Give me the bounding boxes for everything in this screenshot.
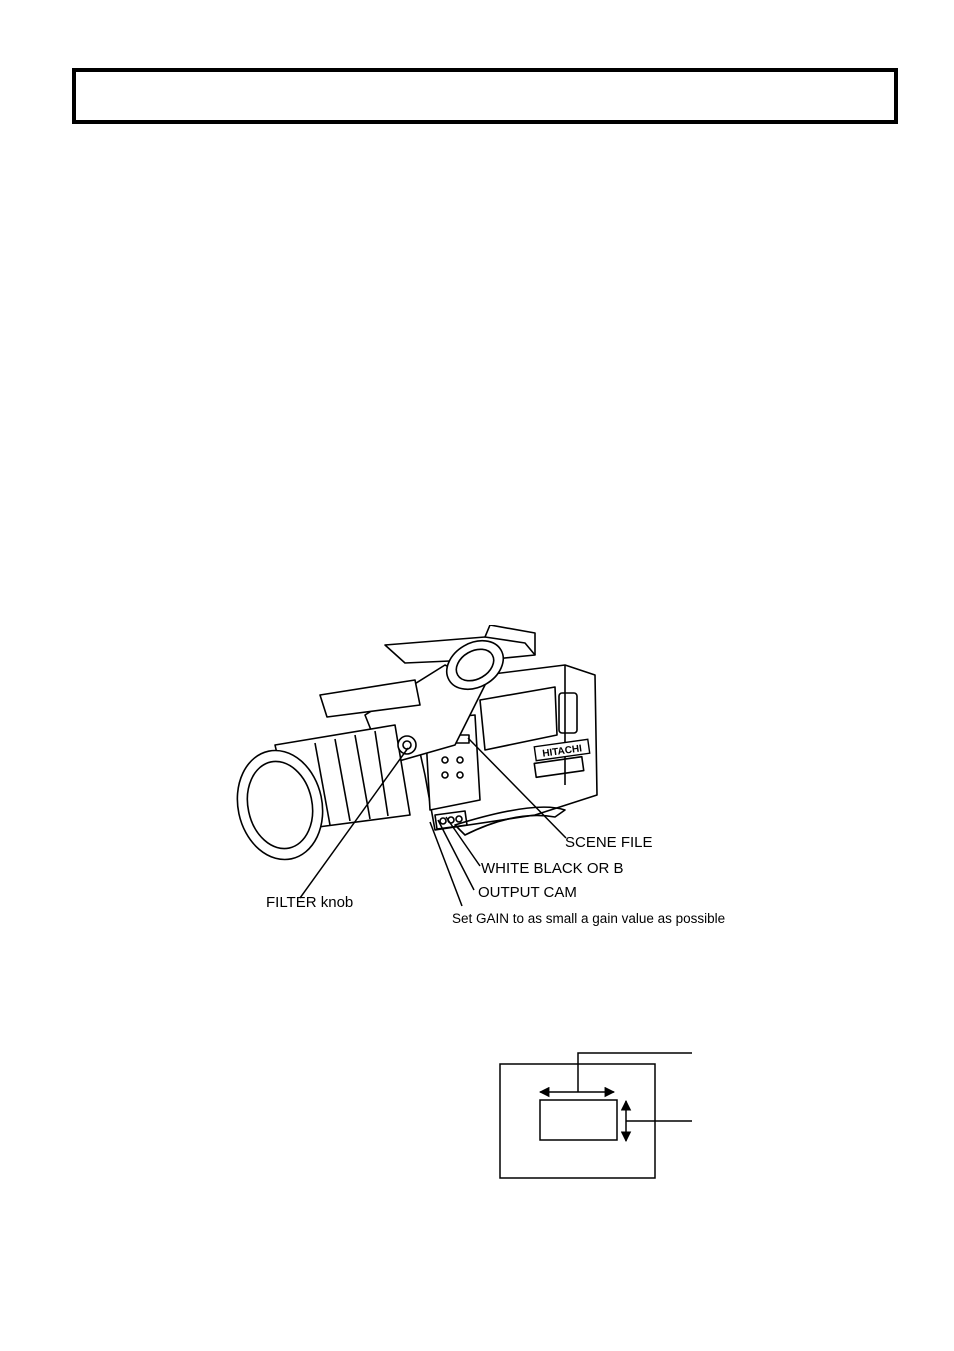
- frame-area-diagram: [490, 1045, 710, 1185]
- gain-note-label: Set GAIN to as small a gain value as possible: [452, 911, 726, 926]
- scene-file-label: SCENE FILE: [565, 834, 653, 851]
- camera-illustration: [235, 625, 615, 865]
- output-cam-label: OUTPUT CAM: [478, 884, 577, 901]
- filter-knob-label: FILTER knob: [266, 894, 354, 911]
- inner-detection-box: [540, 1100, 617, 1140]
- white-black-label: WHITE BLACK OR B: [481, 860, 624, 877]
- title-box: [72, 68, 898, 124]
- horizontal-leader: [578, 1053, 692, 1092]
- svg-text:HITACHI: HITACHI: [541, 743, 583, 760]
